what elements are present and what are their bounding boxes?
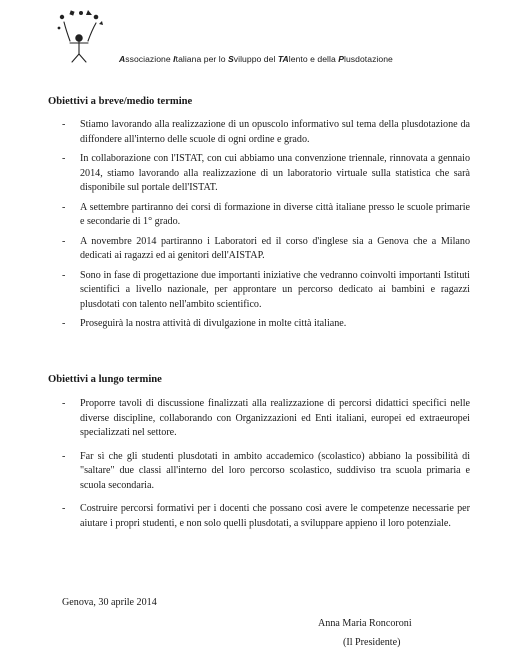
- list-item: - A settembre partiranno dei corsi di formazione in diverse città italiane presso le scuole primarie e secondarie di 1° grado.: [62, 201, 470, 227]
- org-word: Sviluppo del: [227, 54, 278, 64]
- organization-name: [119, 54, 393, 64]
- place-and-date: Genova, 30 aprile 2014: [62, 597, 157, 608]
- bullet-dash: -: [62, 269, 66, 281]
- list-item: - Proporre tavoli di discussione finalizzati alla realizzazione di percorsi didattici specifici nelle diverse discipline, collaborando con Organizzazioni ed Enti italiani, europei ed extraeuropei specializzati nel settore.: [62, 398, 470, 438]
- list-item: - Costruire percorsi formativi per i docenti che possano così avere le competenze necessarie per aiutare i propri studenti, e non solo quelli plusdotati, a sviluppare appieno il loro potenziale.: [62, 503, 470, 529]
- bullet-dash: -: [62, 450, 66, 462]
- signer-role: (Il Presidente): [343, 637, 401, 648]
- bullet-dash: -: [62, 201, 66, 213]
- bullet-dash: -: [62, 153, 66, 164]
- bullet-dash: -: [62, 318, 66, 329]
- bullet-dash: -: [62, 235, 66, 247]
- list-item: - Proseguirà la nostra attività di divulgazione in molte città italiane.: [0, 317, 510, 332]
- org-word: Associazione: [119, 54, 174, 64]
- list-item: - In collaborazione con l'ISTAT, con cui abbiamo una convenzione triennale, rinnovata a gennaio 2014, stiamo lavorando alla realizzazione di un laboratorio virtuale sulla statistica che sarà disponibile sul portale dell'ISTAT.: [62, 153, 470, 193]
- org-word: Plusdotazione: [338, 54, 393, 64]
- list-item: - Stiamo lavorando alla realizzazione di un opuscolo informativo sul tema della plusdotazione da diffondere all'interno delle scuole di ogni ordine e grado.: [62, 119, 470, 145]
- signer-name: Anna Maria Roncoroni: [318, 618, 412, 629]
- bullet-dash: -: [62, 119, 66, 130]
- org-word: Italiana per lo: [173, 54, 228, 64]
- org-word: TAlento e della: [277, 54, 339, 64]
- list-item: - A novembre 2014 partiranno i Laboratori ed il corso d'inglese sia a Genova che a Milano dedicati ai ragazzi ed ai genitori dell'AISTAP.: [62, 235, 470, 261]
- list-item: - Sono in fase di progettazione due importanti iniziative che vedranno coinvolti importanti Istituti scientifici a livello nazionale, per approntare un percorso dedicato ai bambini e ragazzi plusdotati con talento nell'ambito scientifico.: [62, 269, 470, 310]
- section-title-long-term: Obiettivi a lungo termine: [48, 374, 162, 385]
- bullet-dash: -: [62, 398, 66, 409]
- section-title-short-term: Obiettivi a breve/medio termine: [48, 96, 193, 107]
- bullet-dash: -: [62, 503, 66, 514]
- short-term-goals-list: [0, 118, 510, 337]
- association-logo: [52, 8, 106, 64]
- long-term-goals-list: [0, 397, 510, 536]
- list-item: - Far sì che gli studenti plusdotati in ambito accademico (scolastico) abbiano la possibilità di "saltare" due classi all'interno del loro percorso scolastico, suddiviso tra scuola primaria e scuola secondaria.: [62, 450, 470, 491]
